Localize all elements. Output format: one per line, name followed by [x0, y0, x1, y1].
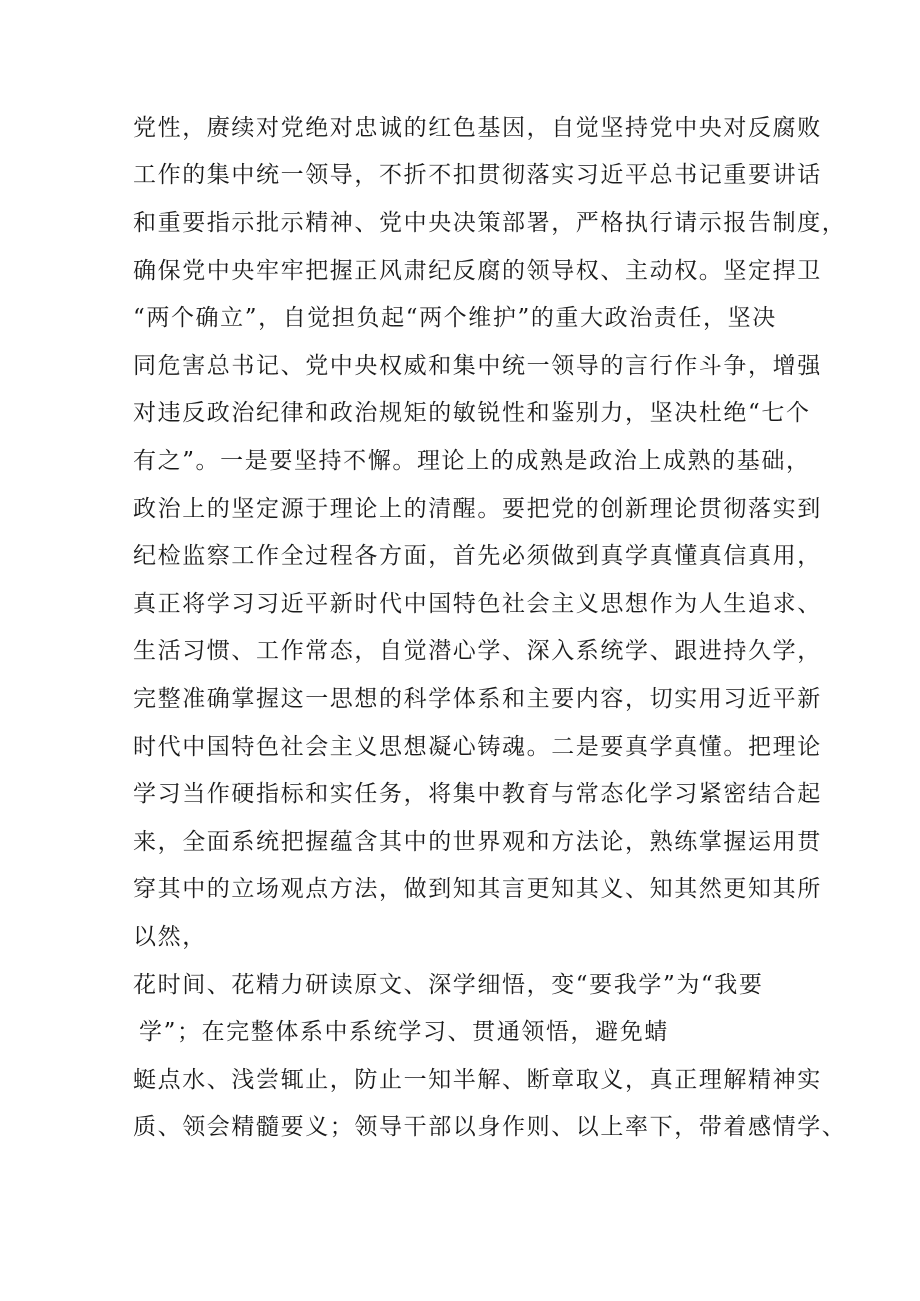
text-line: 质、领会精髓要义；领导干部以身作则、以上率下，带着感情学、	[133, 1114, 847, 1140]
text-line: 生活习惯、工作常态，自觉潜心学、深入系统学、跟进持久学，	[133, 638, 822, 664]
text-line: 工作的集中统一领导，不折不扣贯彻落实习近平总书记重要讲话	[133, 162, 822, 188]
text-line: 党性，赓续对党绝对忠诚的红色基因，自觉坚持党中央对反腐败	[133, 115, 822, 141]
text-line: 确保党中央牢牢把握正风肃纪反腐的领导权、主动权。坚定捍卫	[133, 258, 822, 284]
text-line: 花时间、花精力研读原文、深学细悟，变“要我学”为“我要	[133, 972, 764, 998]
text-line: 纪检监察工作全过程各方面，首先必须做到真学真懂真信真用，	[133, 543, 822, 569]
text-line: 学”；在完整体系中系统学习、贯通领悟，避免蜻	[139, 1019, 669, 1045]
text-line: 和重要指示批示精神、党中央决策部署，严格执行请示报告制度，	[133, 210, 847, 236]
text-line: 真正将学习习近平新时代中国特色社会主义思想作为人生追求、	[133, 591, 822, 617]
text-line: 有之”。一是要坚持不懈。理论上的成熟是政治上成熟的基础，	[133, 448, 811, 474]
text-line: 来，全面系统把握蕴含其中的世界观和方法论，熟练掌握运用贯	[133, 829, 822, 855]
text-line: 以然，	[133, 924, 207, 950]
text-line: 同危害总书记、党中央权威和集中统一领导的言行作斗争，增强	[133, 353, 822, 379]
text-line: 政治上的坚定源于理论上的清醒。要把党的创新理论贯彻落实到	[133, 496, 822, 522]
text-line: 完整准确掌握这一思想的科学体系和主要内容，切实用习近平新	[133, 686, 822, 712]
text-line: 时代中国特色社会主义思想凝心铸魂。二是要真学真懂。把理论	[133, 734, 822, 760]
text-line: “两个确立”，自觉担负起“两个维护”的重大政治责任，坚决	[133, 305, 777, 331]
text-line: 穿其中的立场观点方法，做到知其言更知其义、知其然更知其所	[133, 876, 822, 902]
text-line: 学习当作硬指标和实任务，将集中教育与常态化学习紧密结合起	[133, 781, 822, 807]
text-line: 蜓点水、浅尝辄止，防止一知半解、断章取义，真正理解精神实	[133, 1067, 822, 1093]
text-line: 对违反政治纪律和政治规矩的敏锐性和鉴别力，坚决杜绝“七个	[133, 400, 811, 426]
